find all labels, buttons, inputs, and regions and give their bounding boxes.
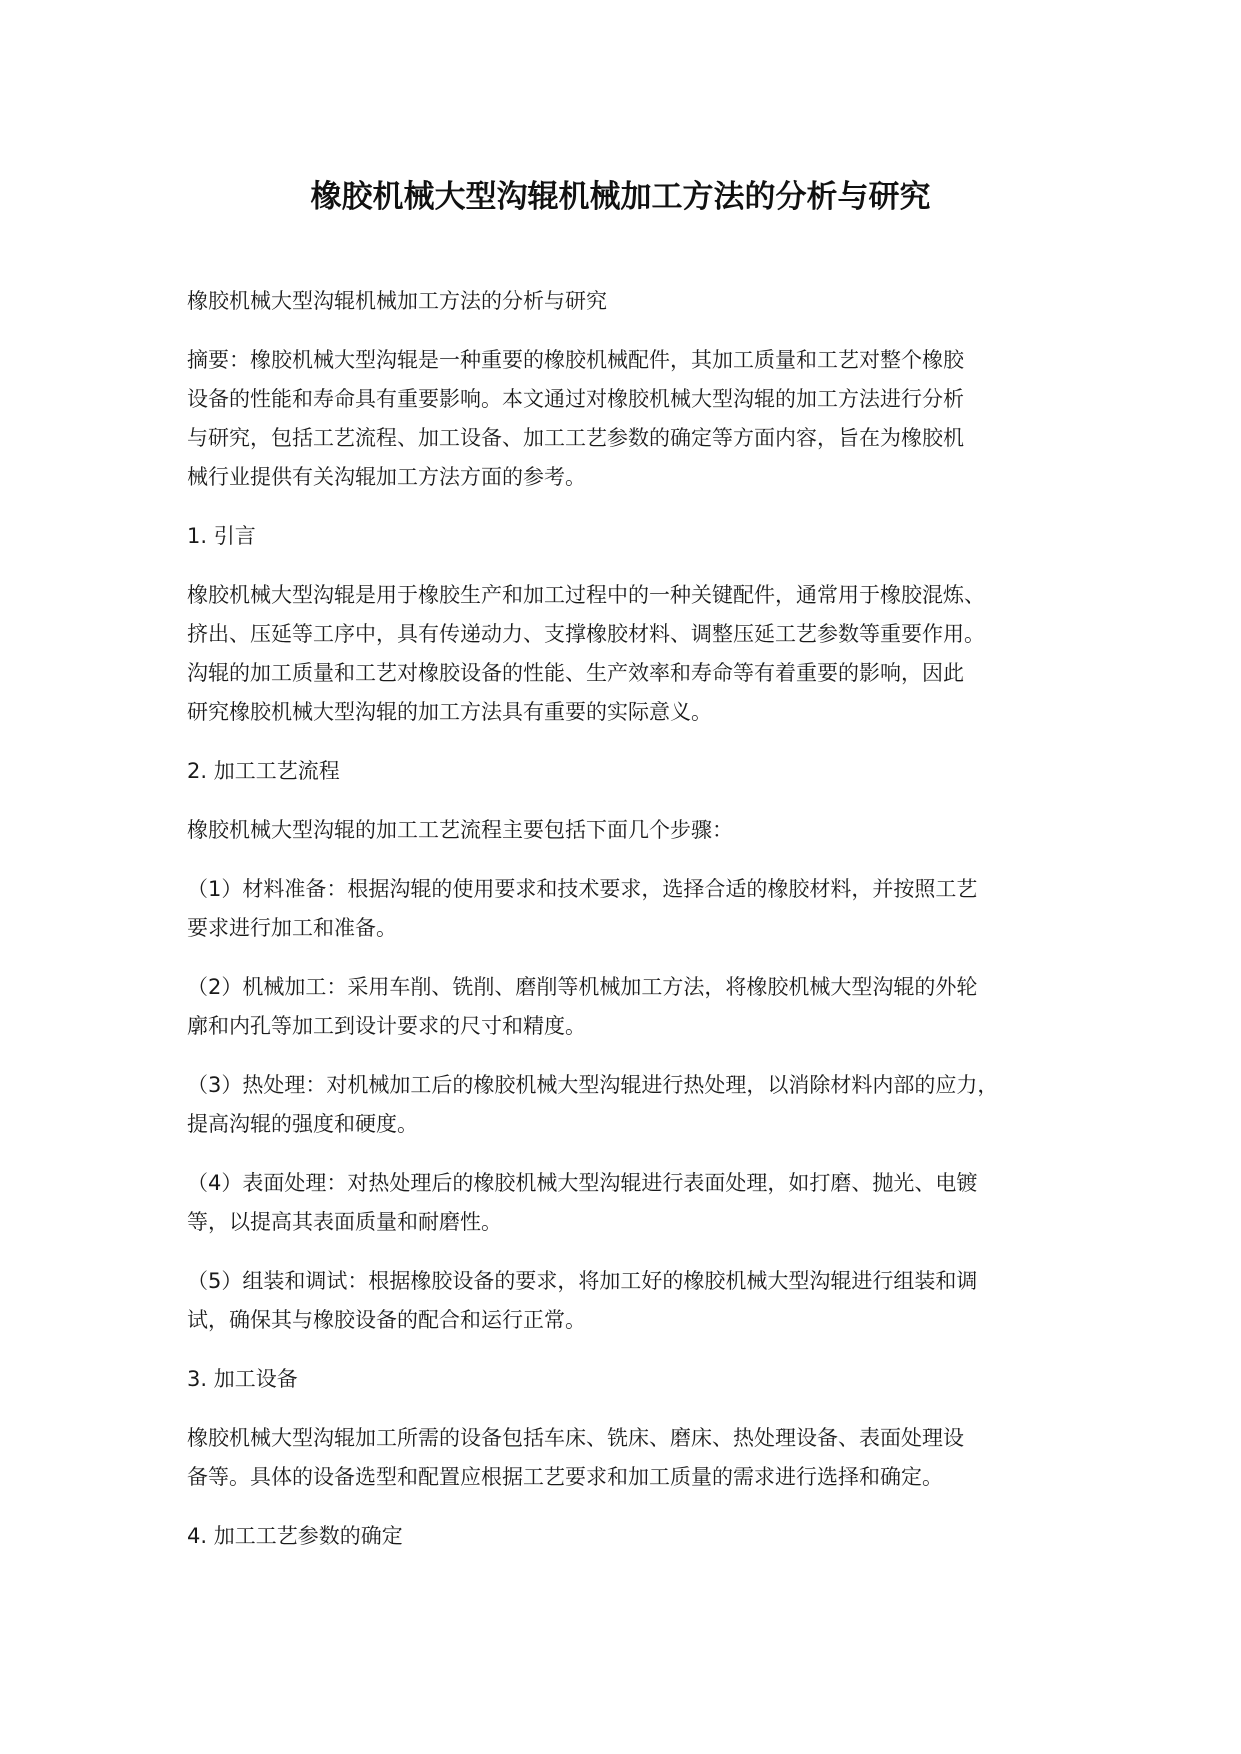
equipment-paragraph	[187, 1419, 1067, 1497]
introduction-line: 研究橡胶机械大型沟辊的加工方法具有重要的实际意义。	[187, 700, 712, 724]
document-title: 橡胶机械大型沟辊机械加工方法的分析与研究	[310, 179, 931, 215]
introduction-line: 橡胶机械大型沟辊是用于橡胶生产和加工过程中的一种关键配件，通常用于橡胶混炼、	[187, 583, 985, 607]
step-line: （2）机械加工：采用车削、铣削、磨削等机械加工方法，将橡胶机械大型沟辊的外轮	[187, 975, 978, 999]
document-body	[187, 282, 1067, 1576]
section-heading-process-parameters: 4. 加工工艺参数的确定	[187, 1524, 403, 1548]
step-line: （4）表面处理：对热处理后的橡胶机械大型沟辊进行表面处理，如打磨、抛光、电镀	[187, 1171, 978, 1195]
step-line: （3）热处理：对机械加工后的橡胶机械大型沟辊进行热处理，以消除材料内部的应力，	[187, 1073, 999, 1097]
section-heading-introduction: 1. 引言	[187, 524, 256, 548]
abstract-paragraph	[187, 341, 1067, 497]
abstract-line: 械行业提供有关沟辊加工方法方面的参考。	[187, 465, 586, 489]
process-step-surface-treatment	[187, 1164, 1067, 1242]
abstract-line: 摘要：橡胶机械大型沟辊是一种重要的橡胶机械配件，其加工质量和工艺对整个橡胶	[187, 348, 964, 372]
section-heading-equipment: 3. 加工设备	[187, 1367, 298, 1391]
step-line: 试，确保其与橡胶设备的配合和运行正常。	[187, 1308, 586, 1332]
process-step-assembly	[187, 1262, 1067, 1340]
equipment-line: 备等。具体的设备选型和配置应根据工艺要求和加工质量的需求进行选择和确定。	[187, 1465, 943, 1489]
process-intro-paragraph: 橡胶机械大型沟辊的加工工艺流程主要包括下面几个步骤：	[187, 818, 733, 842]
process-step-material-preparation	[187, 870, 1067, 948]
introduction-line: 沟辊的加工质量和工艺对橡胶设备的性能、生产效率和寿命等有着重要的影响，因此	[187, 661, 964, 685]
step-line: 等，以提高其表面质量和耐磨性。	[187, 1210, 502, 1234]
introduction-line: 挤出、压延等工序中，具有传递动力、支撑橡胶材料、调整压延工艺参数等重要作用。	[187, 622, 985, 646]
subtitle: 橡胶机械大型沟辊机械加工方法的分析与研究	[187, 289, 607, 313]
step-line: 提高沟辊的强度和硬度。	[187, 1112, 418, 1136]
step-line: （1）材料准备：根据沟辊的使用要求和技术要求，选择合适的橡胶材料，并按照工艺	[187, 877, 978, 901]
equipment-line: 橡胶机械大型沟辊加工所需的设备包括车床、铣床、磨床、热处理设备、表面处理设	[187, 1426, 964, 1450]
step-line: （5）组装和调试：根据橡胶设备的要求，将加工好的橡胶机械大型沟辊进行组装和调	[187, 1269, 978, 1293]
abstract-line: 设备的性能和寿命具有重要影响。本文通过对橡胶机械大型沟辊的加工方法进行分析	[187, 387, 964, 411]
introduction-paragraph	[187, 576, 1067, 732]
section-heading-process-flow: 2. 加工工艺流程	[187, 759, 340, 783]
process-step-heat-treatment	[187, 1066, 1067, 1144]
abstract-line: 与研究，包括工艺流程、加工设备、加工工艺参数的确定等方面内容，旨在为橡胶机	[187, 426, 964, 450]
step-line: 廓和内孔等加工到设计要求的尺寸和精度。	[187, 1014, 586, 1038]
step-line: 要求进行加工和准备。	[187, 916, 397, 940]
process-step-machining	[187, 968, 1067, 1046]
